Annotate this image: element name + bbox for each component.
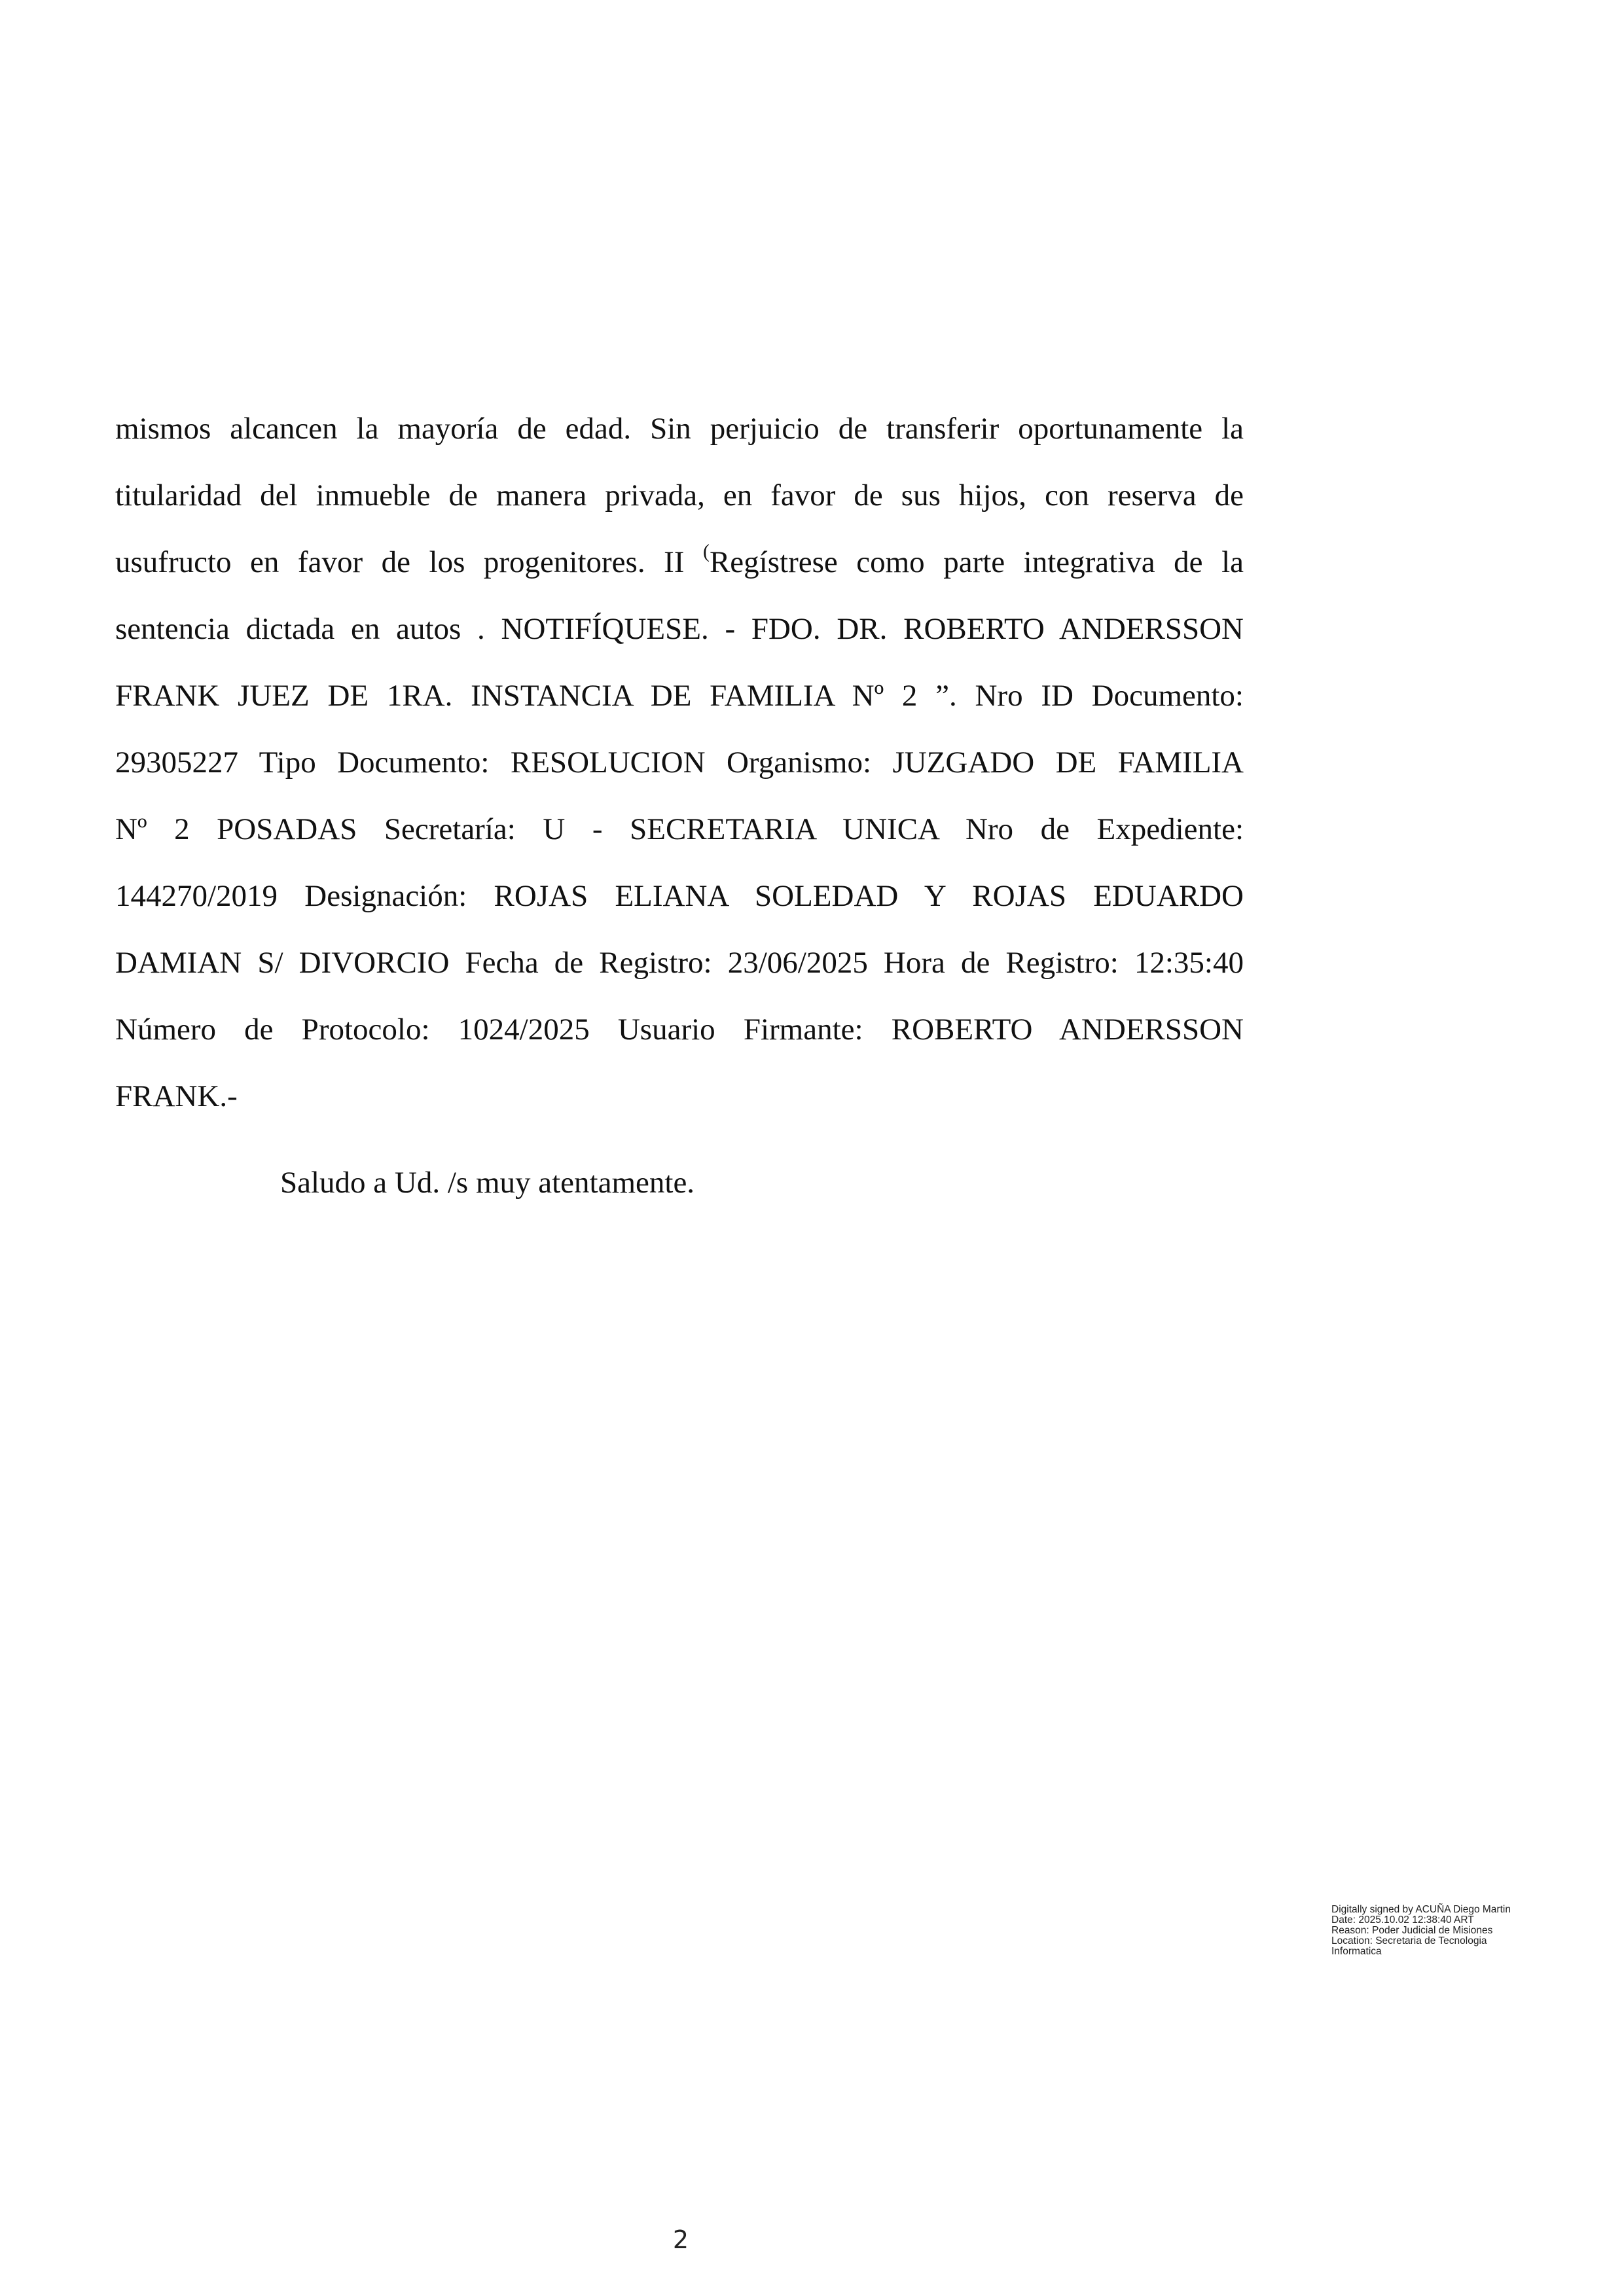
- signature-line: Informatica: [1331, 1946, 1382, 1957]
- body-line: Número de Protocolo: 1024/2025 Usuario Firmante: ROBERTO ANDERSSON: [115, 1013, 1244, 1047]
- body-line-segment: usufructo en favor de los progenitores. II: [115, 545, 703, 579]
- signature-line: Date: 2025.10.02 12:38:40 ART: [1331, 1914, 1474, 1926]
- closing-salutation: Saludo a Ud. /s muy atentamente.: [280, 1166, 695, 1200]
- body-line: mismos alcancen la mayoría de edad. Sin perjuicio de transferir oportunamente la: [115, 412, 1244, 446]
- digital-signature-block: [1331, 1905, 1511, 1957]
- page-number: 2: [672, 2225, 689, 2254]
- signature-line: Reason: Poder Judicial de Misiones: [1331, 1925, 1493, 1936]
- body-line: FRANK JUEZ DE 1RA. INSTANCIA DE FAMILIA Nº 2 ”. Nro ID Documento:: [115, 679, 1244, 713]
- signature-line: Location: Secretaria de Tecnologia: [1331, 1935, 1487, 1946]
- body-line: FRANK.-: [115, 1079, 238, 1113]
- body-line: [115, 529, 1244, 596]
- body-line: 144270/2019 Designación: ROJAS ELIANA SOLEDAD Y ROJAS EDUARDO: [115, 879, 1244, 913]
- body-line-segment: Regístrese como parte integrativa de la: [709, 545, 1244, 579]
- superscript-mark: (: [702, 541, 710, 562]
- body-paragraph: [115, 395, 1244, 1130]
- body-line: sentencia dictada en autos . NOTIFÍQUESE. - FDO. DR. ROBERTO ANDERSSON: [115, 612, 1244, 646]
- body-line: titularidad del inmueble de manera privada, en favor de sus hijos, con reserva de: [115, 478, 1244, 512]
- body-line: Nº 2 POSADAS Secretaría: U - SECRETARIA UNICA Nro de Expediente:: [115, 812, 1244, 846]
- body-line: DAMIAN S/ DIVORCIO Fecha de Registro: 23/06/2025 Hora de Registro: 12:35:40: [115, 946, 1244, 980]
- body-line: 29305227 Tipo Documento: RESOLUCION Organismo: JUZGADO DE FAMILIA: [115, 745, 1244, 780]
- signature-line: Digitally signed by ACUÑA Diego Martin: [1331, 1904, 1511, 1915]
